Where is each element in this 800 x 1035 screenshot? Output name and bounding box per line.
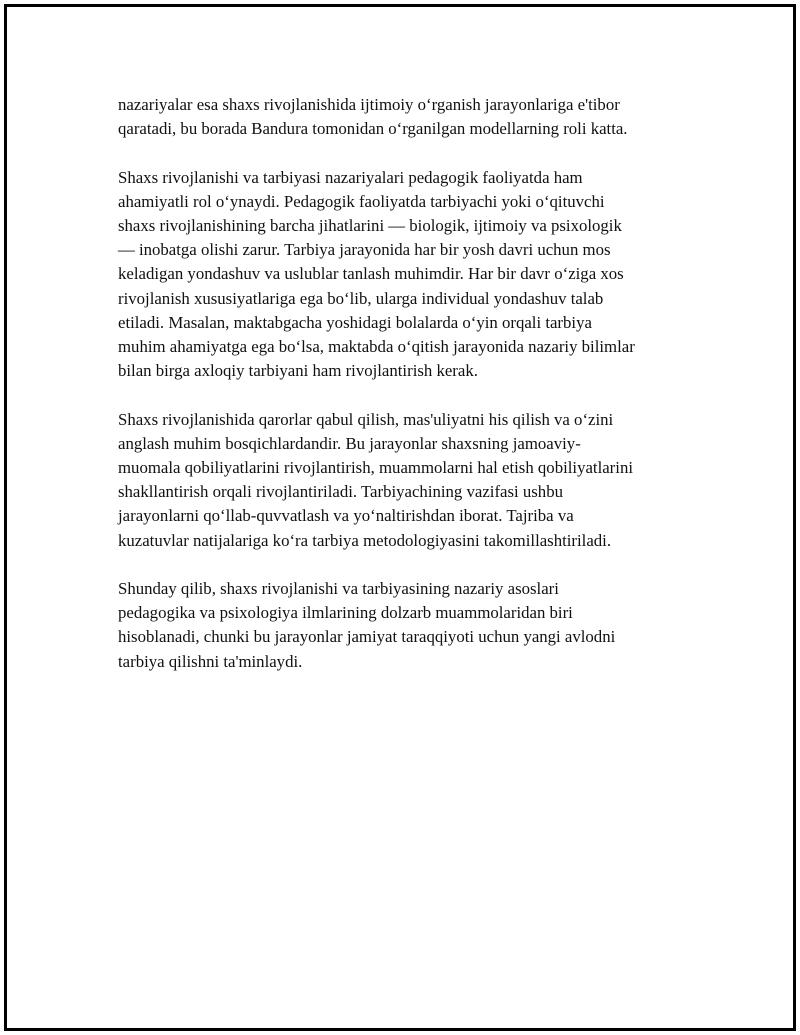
paragraph-pedagogical-role: Shaxs rivojlanishi va tarbiyasi nazariyalari pedagogik faoliyatda ham ahamiyatli rol o‘ynaydi. Pedagogik faoliyatda tarbiyachi yoki o‘qituvchi shaxs rivojlanishining barcha jihatlarini — biologik, ijtimoiy va psixologik — inobatga olishi zarur. Tarbiya jarayonida har bir yosh davri uchun mos keladigan yondashuv va uslublar tanlash muhimdir. Har bir davr o‘ziga xos rivojlanish xususiyatlariga ega bo‘lib, ularga individual yondashuv talab etiladi. Masalan, maktabgacha yoshidagi bolalarda o‘yin orqali tarbiya muhim ahamiyatga ega bo‘lsa, maktabda o‘qitish jarayonida nazariy bilimlar bilan birga axloqiy tarbiyani ham rivojlantirish kerak. xyxy=(118,167,635,381)
paragraph-conclusion: Shunday qilib, shaxs rivojlanishi va tarbiyasining nazariy asoslari pedagogika va psixologiya ilmlarining dolzarb muammolaridan biri hisoblanadi, chunki bu jarayonlar jamiyat taraqqiyoti uchun yangi avlodni tarbiya qilishni ta'minlaydi. xyxy=(118,579,616,671)
document-body xyxy=(118,93,693,698)
paragraph-decision-making: Shaxs rivojlanishida qarorlar qabul qilish, mas'uliyatni his qilish va o‘zini anglash muhim bosqichlardandir. Bu jarayonlar shaxsning jamoaviy- muomala qobiliyatlarini rivojlantirish, muammolarni hal etish qobiliyatlarini shakllantirish orqali rivojlantiriladi. Tarbiyachining vazifasi ushbu jarayonlarni qo‘llab-quvvatlash va yo‘naltirishdan iborat. Tajriba va kuzatuvlar natijalariga ko‘ra tarbiya metodologiyasini takomillashtiriladi. xyxy=(118,409,633,550)
paragraph-bandura-theories: nazariyalar esa shaxs rivojlanishida ijtimoiy o‘rganish jarayonlariga e'tibor qaratadi, bu borada Bandura tomonidan o‘rganilgan modellarning roli katta. xyxy=(118,95,628,139)
